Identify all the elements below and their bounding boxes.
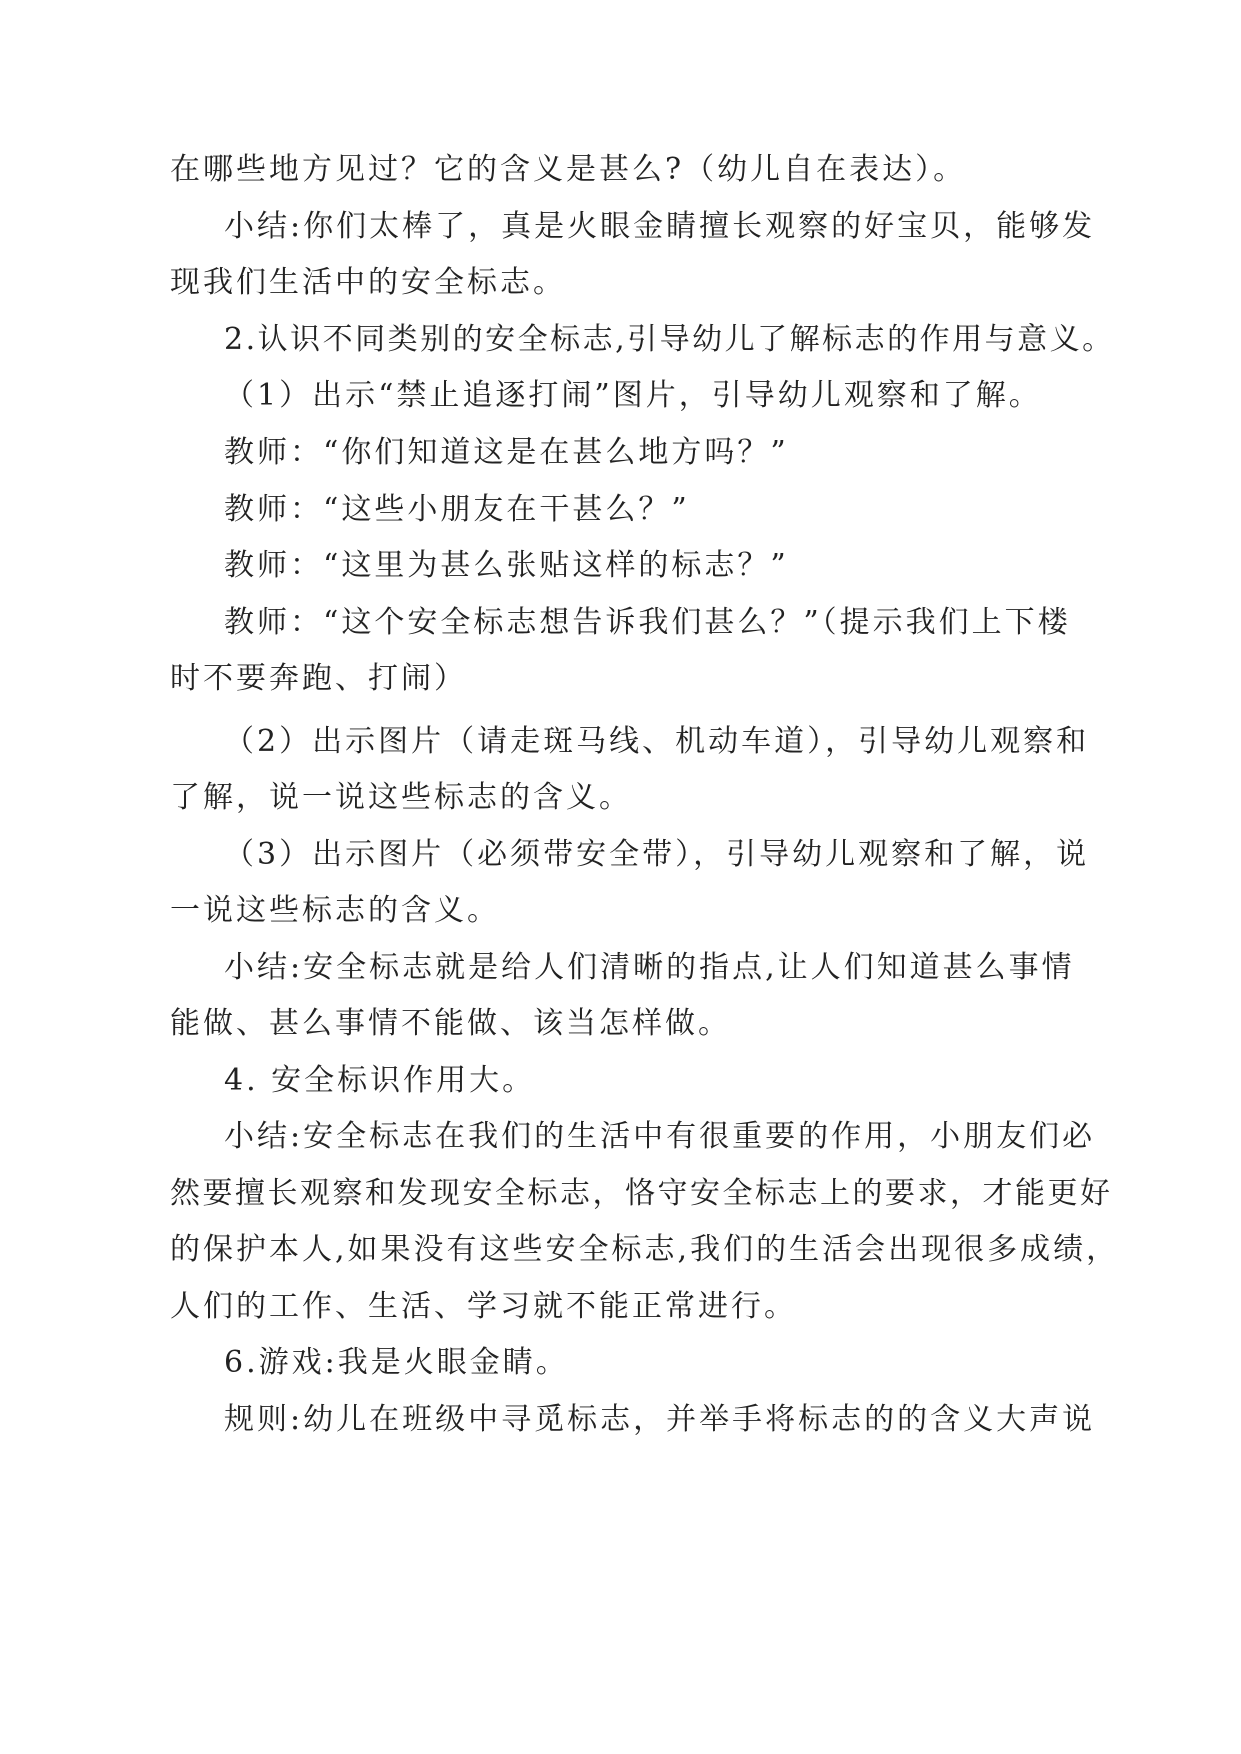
text-line: 6.游戏:我是火眼金睛。	[224, 1345, 569, 1380]
text-line: 规则:幼儿在班级中寻觅标志，并举手将标志的的含义大声说	[224, 1402, 1096, 1437]
text-line: 一说这些标志的含义。	[170, 893, 500, 928]
text-line: 现我们生活中的安全标志。	[170, 265, 566, 300]
text-line: 时不要奔跑、打闹）	[170, 661, 467, 696]
text-line: 小结:你们太棒了，真是火眼金睛擅长观察的好宝贝，能够发	[224, 209, 1096, 244]
text-line: 教师：“这些小朋友在干甚么？”	[224, 492, 690, 527]
text-line: （3）出示图片（必须带安全带），引导幼儿观察和了解，说	[224, 837, 1090, 872]
text-line: 的保护本人,如果没有这些安全标志,我们的生活会出现很多成绩，	[170, 1232, 1120, 1267]
text-line: 教师：“这个安全标志想告诉我们甚么？”（提示我们上下楼	[224, 605, 1071, 640]
text-line: 然要擅长观察和发现安全标志，恪守安全标志上的要求，才能更好	[170, 1176, 1113, 1211]
text-line: 教师：“这里为甚么张贴这样的标志？”	[224, 548, 789, 583]
text-line: 2.认识不同类别的安全标志,引导幼儿了解标志的作用与意义。	[224, 322, 1115, 357]
text-line: 在哪些地方见过？它的含义是甚么?（幼儿自在表达）。	[170, 152, 967, 187]
text-line: 小结:安全标志就是给人们清晰的指点,让人们知道甚么事情	[224, 950, 1075, 985]
text-line: 教师：“你们知道这是在甚么地方吗？”	[224, 435, 789, 470]
text-line: （2）出示图片（请走斑马线、机动车道），引导幼儿观察和	[224, 724, 1090, 759]
text-line: 4. 安全标识作用大。	[224, 1063, 536, 1098]
text-line: （1）出示“禁止追逐打闹”图片，引导幼儿观察和了解。	[224, 378, 1042, 413]
text-line: 人们的工作、生活、学习就不能正常进行。	[170, 1289, 797, 1324]
text-line: 小结:安全标志在我们的生活中有很重要的作用，小朋友们必	[224, 1119, 1096, 1154]
text-line: 能做、甚么事情不能做、该当怎样做。	[170, 1006, 731, 1041]
text-line: 了解，说一说这些标志的含义。	[170, 780, 632, 815]
